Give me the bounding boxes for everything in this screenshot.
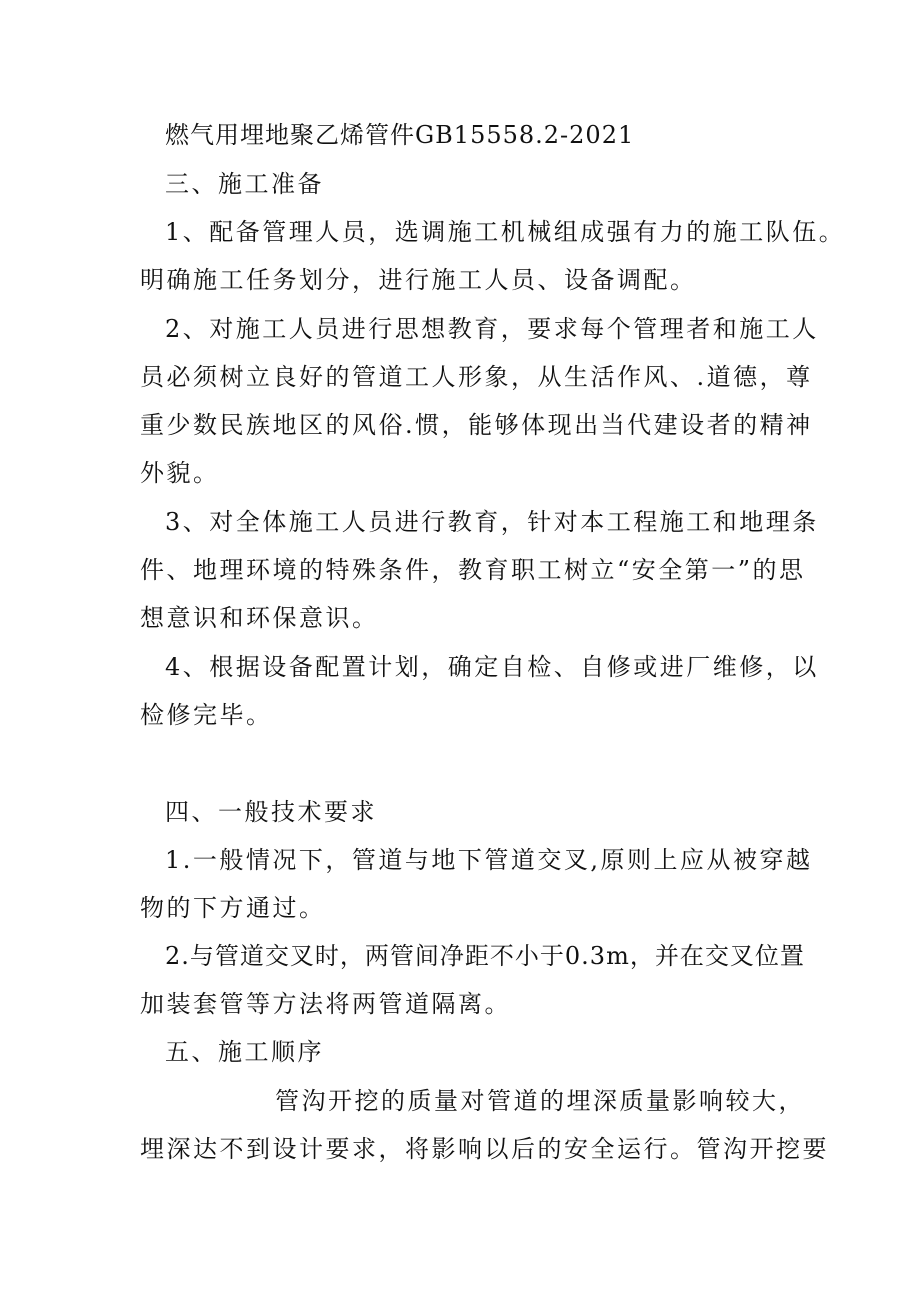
paragraph-line: 员必须树立良好的管道工人形象，从生活作风、.道德，尊 <box>140 363 813 391</box>
paragraph-line: 1.一般情况下，管道与地下管道交叉,原则上应从被穿越 <box>165 846 813 874</box>
section-heading-construction-sequence: 五、施工顺序 <box>165 1038 324 1066</box>
paragraph-line: 3、对全体施工人员进行教育，针对本工程施工和地理条 <box>165 508 819 536</box>
paragraph-line: 4、根据设备配置计划，确定自检、自修或进厂维修，以 <box>165 653 819 681</box>
section-heading-construction-preparation: 三、施工准备 <box>165 170 324 198</box>
paragraph-line: 2、对施工人员进行思想教育，要求每个管理者和施工人 <box>165 315 819 343</box>
paragraph-line: 管沟开挖的质量对管道的埋深质量影响较大， <box>275 1087 805 1115</box>
paragraph-line: 埋深达不到设计要求，将影响以后的安全运行。管沟开挖要 <box>140 1135 829 1163</box>
paragraph-line: 件、地理环境的特殊条件，教育职工树立“安全第一”的思 <box>140 556 806 584</box>
paragraph-line: 想意识和环保意识。 <box>140 604 379 632</box>
paragraph-line: 重少数民族地区的风俗.惯，能够体现出当代建设者的精神 <box>140 411 813 439</box>
paragraph-line: 2.与管道交叉时，两管间净距不小于0.3m，并在交叉位置 <box>165 942 805 970</box>
section-heading-general-technical-requirements: 四、一般技术要求 <box>165 798 377 826</box>
paragraph-line: 检修完毕。 <box>140 701 273 729</box>
paragraph-line: 加装套管等方法将两管道隔离。 <box>140 990 511 1018</box>
paragraph-line: 外貌。 <box>140 459 220 487</box>
paragraph-line: 1、配备管理人员，选调施工机械组成强有力的施工队伍。 <box>165 218 846 246</box>
paragraph-line: 物的下方通过。 <box>140 894 326 922</box>
paragraph-line: 明确施工任务划分，进行施工人员、设备调配。 <box>140 266 697 294</box>
standard-reference-line: 燃气用埋地聚乙烯管件GB15558.2-2021 <box>165 121 635 149</box>
